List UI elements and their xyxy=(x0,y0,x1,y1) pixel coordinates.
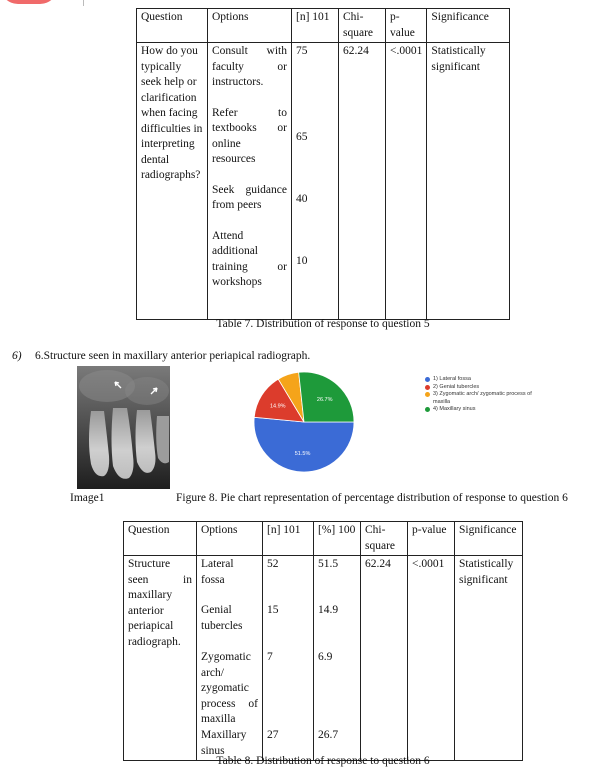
image-1-label: Image1 xyxy=(70,492,105,504)
legend-label: 4) Maxillary sinus xyxy=(433,406,476,412)
legend-swatch xyxy=(425,385,430,390)
option-text: Zygomatic arch/ zygomatic process of maxilla xyxy=(201,651,258,725)
option-text: Refer to textbooks or online resources xyxy=(212,106,287,165)
pie-data-label: 26.7% xyxy=(316,396,333,403)
pie-data-label: 14.9% xyxy=(269,403,286,410)
radiograph-image xyxy=(77,366,170,489)
count-value: 52 xyxy=(267,558,279,570)
legend-item xyxy=(425,376,575,384)
header-cell: Options xyxy=(208,9,292,43)
legend-swatch xyxy=(425,392,430,397)
legend-label: 3) Zygomatic arch/ zygomatic process of maxilla xyxy=(433,391,532,405)
header-cell: Significance xyxy=(455,522,523,556)
table-8 xyxy=(123,521,523,761)
logo-fragment xyxy=(0,0,58,4)
pie-data-label: 51.5% xyxy=(294,450,311,457)
header-cell: Options xyxy=(197,522,263,556)
p-value-cell: <.0001 xyxy=(386,43,427,320)
header-cell: [n] 101 xyxy=(292,9,339,43)
count-cell xyxy=(263,556,314,761)
legend-item xyxy=(425,384,575,392)
header-cell: Question xyxy=(137,9,208,43)
figure-8-caption: Figure 8. Pie chart representation of percentage distribution of response to question 6 xyxy=(176,492,568,504)
count-value: 75 xyxy=(296,45,308,57)
options-cell xyxy=(197,556,263,761)
header-cell: [n] 101 xyxy=(263,522,314,556)
table-header-row xyxy=(137,9,510,43)
header-cell: Chi-square xyxy=(361,522,408,556)
option-text: Attend additional training or workshops xyxy=(212,229,287,288)
chi-square-cell: 62.24 xyxy=(339,43,386,320)
significance-cell: Statistically significant xyxy=(455,556,523,761)
option-text: Seek guidance from peers xyxy=(212,183,287,211)
table-row xyxy=(124,556,523,761)
divider xyxy=(83,0,84,6)
option-text: Maxillary sinus xyxy=(201,729,247,757)
count-value: 65 xyxy=(296,131,308,143)
header-cell: p-value xyxy=(408,522,455,556)
count-value: 27 xyxy=(267,729,279,741)
option-text: Lateral fossa xyxy=(201,558,234,586)
option-text: Genial tubercles xyxy=(201,604,243,632)
table-8-caption: Table 8. Distribution of response to question 6 xyxy=(216,755,430,767)
section-title: 6.Structure seen in maxillary anterior periapical radiograph. xyxy=(35,350,311,362)
option-text: Consult with faculty or instructors. xyxy=(212,45,287,88)
count-value: 10 xyxy=(296,255,308,267)
percent-cell xyxy=(314,556,361,761)
options-cell xyxy=(208,43,292,320)
pie-slice xyxy=(254,417,354,472)
section-number: 6) xyxy=(12,350,22,362)
question-cell: How do you typically seek help or clarification when facing difficulties in interpreting dental radiographs? xyxy=(137,43,208,320)
count-value: 7 xyxy=(267,651,273,663)
legend-label: 1) Lateral fossa xyxy=(433,376,471,382)
legend-swatch xyxy=(425,407,430,412)
table-7 xyxy=(136,8,510,320)
header-cell: Chi-square xyxy=(339,9,386,43)
question-cell: Structure seen in maxillary anterior periapical radiograph. xyxy=(124,556,197,761)
percent-value: 26.7 xyxy=(318,729,339,741)
table-7-caption: Table 7. Distribution of response to question 5 xyxy=(216,318,430,330)
chi-square-cell: 62.24 xyxy=(361,556,408,761)
legend-item xyxy=(425,391,575,406)
table-row xyxy=(137,43,510,320)
header-cell: p-value xyxy=(386,9,427,43)
legend-item xyxy=(425,406,575,414)
header-cell: [%] 100 xyxy=(314,522,361,556)
count-value: 40 xyxy=(296,193,308,205)
percent-value: 6.9 xyxy=(318,651,333,663)
pie-legend xyxy=(425,376,575,414)
count-cell xyxy=(292,43,339,320)
count-value: 15 xyxy=(267,604,279,616)
significance-cell: Statistically significant xyxy=(427,43,510,320)
header-cell: Significance xyxy=(427,9,510,43)
legend-swatch xyxy=(425,377,430,382)
header-cell: Question xyxy=(124,522,197,556)
legend-label: 2) Genial tubercles xyxy=(433,383,480,390)
pie-chart xyxy=(240,370,420,475)
percent-value: 51.5 xyxy=(318,558,339,570)
table-header-row xyxy=(124,522,523,556)
p-value-cell: <.0001 xyxy=(408,556,455,761)
percent-value: 14.9 xyxy=(318,604,339,616)
